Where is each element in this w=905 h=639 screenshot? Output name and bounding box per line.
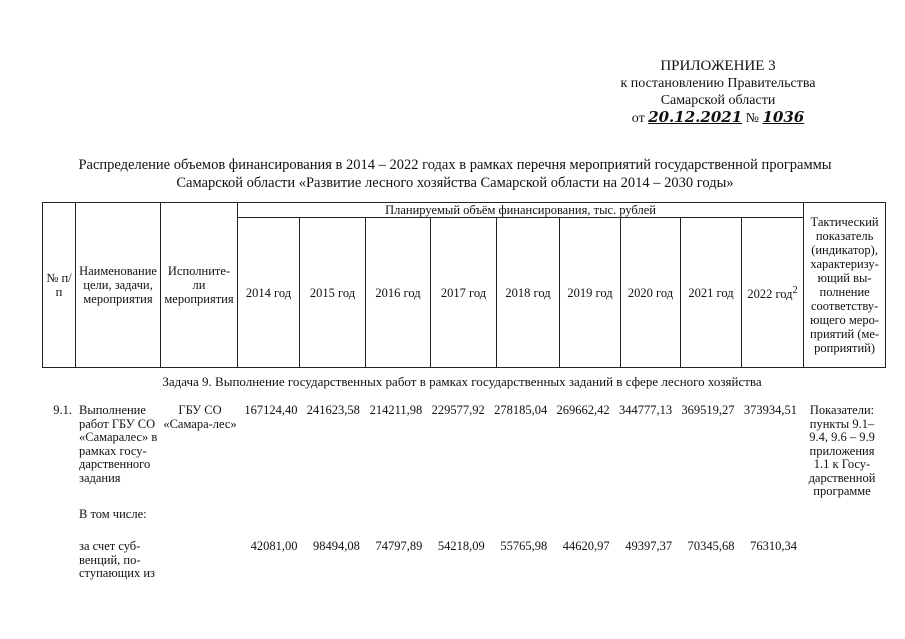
value-cell: 54218,09: [437, 539, 485, 553]
task-title: Задача 9. Выполнение государственных работ в рамках государственных заданий в сфере лесного хозяйства: [162, 374, 762, 389]
header-executor: Исполните-ли мероприятия: [161, 203, 238, 368]
appendix-line-2: Самарской области: [660, 93, 776, 108]
value-cell: 42081,00: [250, 539, 298, 553]
value-cell: 344777,13: [618, 403, 673, 417]
header-year: 2016 год: [366, 218, 431, 368]
appendix-line-1: к постановлению Правительства: [620, 76, 816, 91]
appendix-block: [588, 58, 848, 127]
value-cell: 241623,58: [306, 403, 360, 417]
value-cell: 74797,89: [375, 539, 423, 553]
heading-line-1: Распределение объемов финансирования в 2014 – 2022 годах в рамках перечня мероприятий государственной программы: [78, 157, 832, 173]
handwritten-date: 20.12.2021: [648, 108, 743, 126]
appendix-title: ПРИЛОЖЕНИЕ 3: [660, 58, 776, 74]
header-financing: Планируемый объём финансирования, тыс. рублей: [238, 203, 804, 218]
value-cell: 229577,92: [431, 403, 485, 417]
row-name: за счет суб-венций, по-ступающих из: [79, 539, 155, 580]
row-values: [238, 540, 800, 554]
header-year-text: 2022 год: [747, 287, 793, 302]
document-heading: [40, 156, 870, 192]
row-values: [238, 404, 800, 418]
table-header: [42, 202, 886, 368]
appendix-date-line: [588, 109, 848, 127]
value-cell: 70345,68: [687, 539, 735, 553]
number-prefix: №: [745, 111, 759, 126]
heading-line-2: Самарской области «Развитие лесного хозяйства Самарской области на 2014 – 2030 годы»: [176, 175, 734, 191]
value-cell: 76310,34: [750, 539, 797, 553]
row-executor: ГБУ СО «Самара-лес»: [163, 403, 237, 431]
header-year: 2017 год: [431, 218, 497, 368]
footnote-marker: 2: [792, 284, 798, 296]
value-cell: 369519,27: [681, 403, 735, 417]
value-cell: 98494,08: [313, 539, 360, 553]
header-year-last: [742, 218, 804, 368]
value-cell: 373934,51: [743, 403, 797, 417]
header-year: 2021 год: [681, 218, 742, 368]
header-year: 2020 год: [621, 218, 681, 368]
value-cell: 269662,42: [556, 403, 610, 417]
value-cell: 49397,37: [625, 539, 673, 553]
value-cell: 55765,98: [500, 539, 548, 553]
header-year: 2018 год: [497, 218, 560, 368]
header-name: Наименование цели, задачи, мероприятия: [76, 203, 161, 368]
row-name: Выполнение работ ГБУ СО «Самаралес» в рамках госу-дарственного задания: [79, 403, 158, 485]
value-cell: 44620,97: [562, 539, 610, 553]
header-year: 2014 год: [238, 218, 300, 368]
value-cell: 278185,04: [494, 403, 548, 417]
value-cell: 167124,40: [244, 403, 298, 417]
header-year: 2015 год: [300, 218, 366, 368]
header-num: № п/п: [43, 203, 76, 368]
row-subheading: В том числе:: [79, 507, 147, 521]
value-cell: 214211,98: [369, 403, 423, 417]
handwritten-number: 1036: [762, 108, 805, 126]
row-indicator: Показатели: пункты 9.1– 9.4, 9.6 – 9.9 приложения 1.1 к Госу-дарственной программе: [808, 403, 876, 498]
header-year: 2019 год: [560, 218, 621, 368]
row-number: 9.1.: [53, 403, 72, 417]
header-indicator: Тактический показатель (индикатор), характеризу-ющий вы-полнение соответству-ющего меро-приятий (ме-роприятий): [804, 203, 886, 368]
date-prefix: от: [631, 111, 645, 126]
